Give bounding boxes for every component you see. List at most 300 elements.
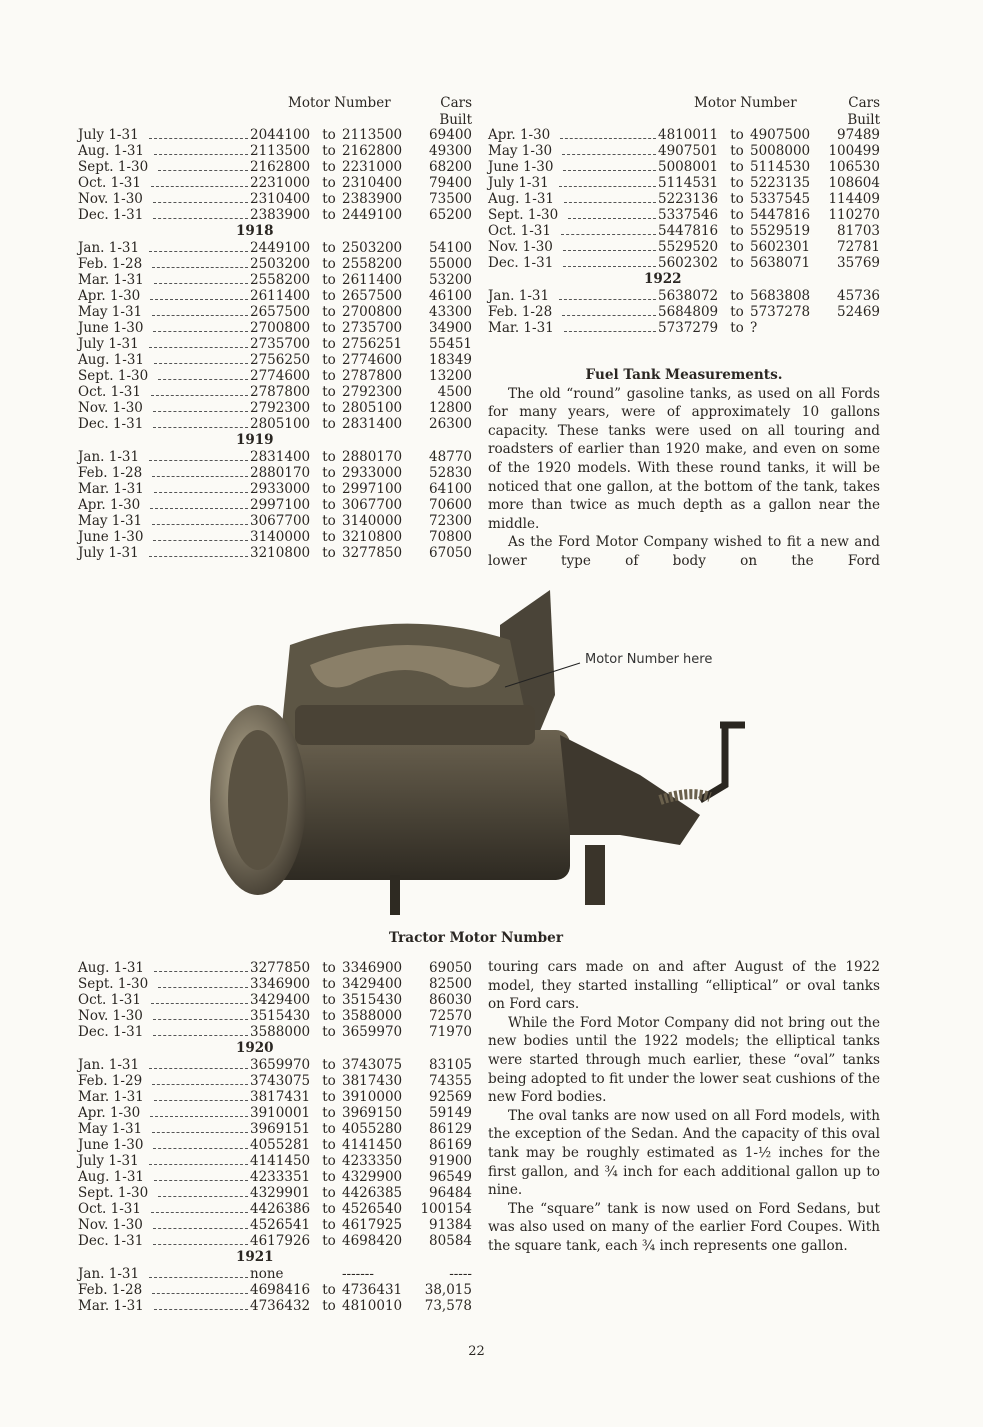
dot-leader xyxy=(149,545,248,557)
cars-built: 79400 xyxy=(429,175,472,191)
to-word: to xyxy=(322,191,336,207)
cars-built: 64100 xyxy=(429,481,472,497)
month-range: Oct. 1-31 xyxy=(78,175,141,191)
motor-number-to: 3429400 xyxy=(342,976,403,992)
to-word: to xyxy=(322,513,336,529)
dot-leader xyxy=(149,1153,248,1165)
motor-number-from: 2792300 xyxy=(250,400,311,416)
motor-number-to: 5529519 xyxy=(750,223,811,239)
motor-number-to: 5223135 xyxy=(750,175,811,191)
cars-built: ----- xyxy=(449,1266,472,1282)
cars-built: 80584 xyxy=(429,1233,472,1249)
year-heading: 1921 xyxy=(236,1249,274,1265)
motor-number-from: 4698416 xyxy=(250,1282,311,1298)
motor-number-to: 3067700 xyxy=(342,497,403,513)
motor-number-to: 2231000 xyxy=(342,159,403,175)
cars-built: 70600 xyxy=(429,497,472,513)
month-range: Feb. 1-28 xyxy=(78,256,143,272)
to-word: to xyxy=(322,368,336,384)
cars-built: 74355 xyxy=(429,1073,472,1089)
table-row xyxy=(78,384,472,400)
month-range: Dec. 1-31 xyxy=(78,207,144,223)
motor-number-to: 2792300 xyxy=(342,384,403,400)
to-word: to xyxy=(322,449,336,465)
motor-number-from: 3429400 xyxy=(250,992,311,1008)
cars-built: 52830 xyxy=(429,465,472,481)
motor-number-to: 2831400 xyxy=(342,416,403,432)
page-number: 22 xyxy=(468,1344,485,1359)
table-row xyxy=(78,1024,472,1040)
table-row xyxy=(488,207,880,223)
table-row xyxy=(78,1217,472,1233)
dot-leader xyxy=(154,481,248,493)
table-row xyxy=(78,976,472,992)
motor-number-from: 4233351 xyxy=(250,1169,311,1185)
month-range: July 1-31 xyxy=(78,127,139,143)
motor-number-to: 5683808 xyxy=(750,288,811,304)
cars-built: 4500 xyxy=(437,384,472,400)
motor-number-from: 2310400 xyxy=(250,191,311,207)
motor-number-to: 4329900 xyxy=(342,1169,403,1185)
month-range: May 1-31 xyxy=(78,1121,143,1137)
table-row xyxy=(78,1282,472,1298)
cars-built-header: Cars Built xyxy=(847,95,880,128)
fuel-tank-section-continued xyxy=(488,958,880,1256)
motor-number-to: 5638071 xyxy=(750,255,811,271)
dot-leader xyxy=(152,465,248,477)
to-word: to xyxy=(730,159,744,175)
dot-leader xyxy=(158,1185,248,1197)
motor-number-from: 5447816 xyxy=(658,223,719,239)
cars-built: 82500 xyxy=(429,976,472,992)
cars-built: 55000 xyxy=(429,256,472,272)
to-word: to xyxy=(322,288,336,304)
table-row xyxy=(488,159,880,175)
cars-built: 52469 xyxy=(837,304,880,320)
motor-number-from: 3969151 xyxy=(250,1121,311,1137)
motor-number-to: 3277850 xyxy=(342,545,403,561)
dot-leader xyxy=(154,1298,248,1310)
to-word: to xyxy=(322,1121,336,1137)
to-word: to xyxy=(322,207,336,223)
to-word: to xyxy=(322,1024,336,1040)
motor-number-from: 5114531 xyxy=(658,175,719,191)
to-word: to xyxy=(322,960,336,976)
motor-number-to: 2310400 xyxy=(342,175,403,191)
motor-number-from: 2787800 xyxy=(250,384,311,400)
dot-leader xyxy=(158,368,248,380)
motor-number-from: 2449100 xyxy=(250,240,311,256)
month-range: Aug. 1-31 xyxy=(78,352,144,368)
motor-number-to: 3588000 xyxy=(342,1008,403,1024)
dot-leader xyxy=(150,288,248,300)
dot-leader xyxy=(151,1201,248,1213)
dot-leader xyxy=(153,207,248,219)
motor-number-to: 2383900 xyxy=(342,191,403,207)
month-range: Feb. 1-28 xyxy=(488,304,553,320)
month-range: Feb. 1-28 xyxy=(78,465,143,481)
motor-number-from: 3277850 xyxy=(250,960,311,976)
motor-number-to: 5008000 xyxy=(750,143,811,159)
motor-number-from: 3210800 xyxy=(250,545,311,561)
to-word: to xyxy=(730,304,744,320)
dot-leader xyxy=(152,1282,248,1294)
motor-number-to: 5737278 xyxy=(750,304,811,320)
dot-leader xyxy=(153,1137,248,1149)
motor-number-from: 2162800 xyxy=(250,159,311,175)
to-word: to xyxy=(730,127,744,143)
month-range: June 1-30 xyxy=(78,320,144,336)
dot-leader xyxy=(152,1121,248,1133)
motor-number-from: 5008001 xyxy=(658,159,719,175)
table-row xyxy=(78,256,472,272)
motor-number-to: 3743075 xyxy=(342,1057,403,1073)
cars-built: 13200 xyxy=(429,368,472,384)
to-word: to xyxy=(322,1105,336,1121)
month-range: Mar. 1-31 xyxy=(78,1089,144,1105)
dot-leader xyxy=(154,960,248,972)
motor-number-from: 4810011 xyxy=(658,127,719,143)
month-range: Nov. 1-30 xyxy=(78,400,143,416)
motor-number-to: 4233350 xyxy=(342,1153,403,1169)
to-word: to xyxy=(322,416,336,432)
to-word: to xyxy=(322,336,336,352)
to-word: to xyxy=(322,465,336,481)
motor-table-top-right xyxy=(488,95,880,336)
paragraph: touring cars made on and after August of the 1922 model, they started installing “elliptical” or oval tanks on Ford cars. xyxy=(488,959,880,1013)
cars-built: 38,015 xyxy=(424,1282,472,1298)
month-range: Dec. 1-31 xyxy=(488,255,554,271)
table-row xyxy=(488,304,880,320)
motor-number-to: 2997100 xyxy=(342,481,403,497)
month-range: July 1-31 xyxy=(78,336,139,352)
table-row xyxy=(78,449,472,465)
motor-number-from: 3346900 xyxy=(250,976,311,992)
month-range: June 1-30 xyxy=(488,159,554,175)
dot-leader xyxy=(149,1266,248,1278)
motor-number-to: 3817430 xyxy=(342,1073,403,1089)
month-range: Feb. 1-28 xyxy=(78,1282,143,1298)
cars-built: 69400 xyxy=(429,127,472,143)
table-row xyxy=(488,288,880,304)
to-word: to xyxy=(322,976,336,992)
cars-built: 91900 xyxy=(429,1153,472,1169)
month-range: Dec. 1-31 xyxy=(78,1024,144,1040)
table-row xyxy=(78,1057,472,1073)
motor-number-to: 2657500 xyxy=(342,288,403,304)
to-word: to xyxy=(322,1169,336,1185)
cars-built: 26300 xyxy=(429,416,472,432)
table-row xyxy=(488,320,880,336)
cars-built: 71970 xyxy=(429,1024,472,1040)
motor-number-to: ------- xyxy=(342,1266,374,1282)
motor-number-to: 2933000 xyxy=(342,465,403,481)
motor-number-from: 4736432 xyxy=(250,1298,311,1314)
table-row xyxy=(78,1089,472,1105)
dot-leader xyxy=(562,304,656,316)
cars-built: 86169 xyxy=(429,1137,472,1153)
motor-number-to: 4426385 xyxy=(342,1185,403,1201)
month-range: Aug. 1-31 xyxy=(78,143,144,159)
month-range: Sept. 1-30 xyxy=(78,976,149,992)
year-heading: 1918 xyxy=(236,223,274,239)
cars-built: 43300 xyxy=(429,304,472,320)
year-heading: 1919 xyxy=(236,432,274,448)
table-row xyxy=(78,1105,472,1121)
to-word: to xyxy=(322,240,336,256)
table-header xyxy=(488,95,880,127)
cars-built: 55451 xyxy=(429,336,472,352)
cars-built: 96549 xyxy=(429,1169,472,1185)
motor-number-from: 3140000 xyxy=(250,529,311,545)
table-row xyxy=(78,1169,472,1185)
month-range: Jan. 1-31 xyxy=(78,449,140,465)
month-range: Jan. 1-31 xyxy=(78,1057,140,1073)
table-row xyxy=(78,497,472,513)
cars-built: 69050 xyxy=(429,960,472,976)
dot-leader xyxy=(154,1089,248,1101)
to-word: to xyxy=(322,1137,336,1153)
motor-number-to: 5447816 xyxy=(750,207,811,223)
motor-number-from: 4329901 xyxy=(250,1185,311,1201)
fuel-tank-section xyxy=(488,366,880,571)
motor-number-to: 2805100 xyxy=(342,400,403,416)
table-row xyxy=(488,223,880,239)
to-word: to xyxy=(322,352,336,368)
table-row xyxy=(78,1137,472,1153)
motor-number-from: 4526541 xyxy=(250,1217,311,1233)
dot-leader xyxy=(149,449,248,461)
table-row xyxy=(488,191,880,207)
motor-number-from: 2774600 xyxy=(250,368,311,384)
cars-built: 12800 xyxy=(429,400,472,416)
cars-built: 92569 xyxy=(429,1089,472,1105)
motor-number-from: 3515430 xyxy=(250,1008,311,1024)
motor-number-from: 2044100 xyxy=(250,127,311,143)
cars-built: 83105 xyxy=(429,1057,472,1073)
dot-leader xyxy=(150,1105,248,1117)
motor-number-from: 4141450 xyxy=(250,1153,311,1169)
month-range: Sept. 1-30 xyxy=(78,1185,149,1201)
dot-leader xyxy=(563,239,656,251)
motor-number-from: 2503200 xyxy=(250,256,311,272)
cars-built: 53200 xyxy=(429,272,472,288)
motor-number-from: 4617926 xyxy=(250,1233,311,1249)
photo-caption: Tractor Motor Number xyxy=(389,930,563,946)
table-row xyxy=(78,143,472,159)
dot-leader xyxy=(153,400,248,412)
table-row xyxy=(78,416,472,432)
month-range: Dec. 1-31 xyxy=(78,1233,144,1249)
to-word: to xyxy=(730,207,744,223)
month-range: July 1-31 xyxy=(78,545,139,561)
cars-built: 72570 xyxy=(429,1008,472,1024)
month-range: Oct. 1-31 xyxy=(78,384,141,400)
to-word: to xyxy=(322,143,336,159)
dot-leader xyxy=(561,223,656,235)
motor-number-to: 5602301 xyxy=(750,239,811,255)
month-range: Jan. 1-31 xyxy=(78,240,140,256)
motor-number-from: 2805100 xyxy=(250,416,311,432)
motor-number-to: 3659970 xyxy=(342,1024,403,1040)
cars-built: 48770 xyxy=(429,449,472,465)
motor-number-from: none xyxy=(250,1266,284,1282)
motor-number-to: 3346900 xyxy=(342,960,403,976)
motor-number-from: 4907501 xyxy=(658,143,719,159)
month-range: Nov. 1-30 xyxy=(78,191,143,207)
cars-built: 73500 xyxy=(429,191,472,207)
dot-leader xyxy=(153,529,248,541)
to-word: to xyxy=(322,1057,336,1073)
table-row xyxy=(488,239,880,255)
to-word: to xyxy=(322,1298,336,1314)
dot-leader xyxy=(564,320,656,332)
dot-leader xyxy=(564,191,656,203)
to-word: to xyxy=(322,1217,336,1233)
section-title: Fuel Tank Measurements. xyxy=(585,367,783,383)
cars-built: 97489 xyxy=(837,127,880,143)
dot-leader xyxy=(149,240,248,252)
table-row xyxy=(78,465,472,481)
to-word: to xyxy=(322,545,336,561)
to-word: to xyxy=(322,256,336,272)
cars-built: 72300 xyxy=(429,513,472,529)
motor-table-top-left xyxy=(78,95,472,561)
cars-built: 91384 xyxy=(429,1217,472,1233)
to-word: to xyxy=(322,529,336,545)
motor-number-from: 3659970 xyxy=(250,1057,311,1073)
month-range: July 1-31 xyxy=(78,1153,139,1169)
to-word: to xyxy=(322,1153,336,1169)
motor-number-from: 3910001 xyxy=(250,1105,311,1121)
to-word: to xyxy=(730,320,744,336)
month-range: Apr. 1-30 xyxy=(78,288,141,304)
month-range: Mar. 1-31 xyxy=(488,320,554,336)
dot-leader xyxy=(154,1169,248,1181)
cars-built: 34900 xyxy=(429,320,472,336)
motor-number-to: 2787800 xyxy=(342,368,403,384)
to-word: to xyxy=(730,288,744,304)
month-range: Mar. 1-31 xyxy=(78,481,144,497)
table-row xyxy=(78,545,472,561)
motor-number-to: 4736431 xyxy=(342,1282,403,1298)
cars-built: 70800 xyxy=(429,529,472,545)
cars-built: 73,578 xyxy=(424,1298,472,1314)
cars-built xyxy=(822,320,880,336)
month-range: May 1-31 xyxy=(78,513,143,529)
table-row xyxy=(78,513,472,529)
to-word: to xyxy=(730,239,744,255)
dot-leader xyxy=(559,175,656,187)
motor-number-to: 3969150 xyxy=(342,1105,403,1121)
month-range: Aug. 1-31 xyxy=(78,960,144,976)
motor-number-to: 4617925 xyxy=(342,1217,403,1233)
motor-number-from: 5223136 xyxy=(658,191,719,207)
motor-number-label: Motor Number here xyxy=(585,652,713,667)
month-range: Oct. 1-31 xyxy=(78,1201,141,1217)
motor-number-header: Motor Number xyxy=(694,95,797,111)
motor-number-from: 2657500 xyxy=(250,304,311,320)
to-word: to xyxy=(322,127,336,143)
table-row xyxy=(78,288,472,304)
table-row xyxy=(78,960,472,976)
motor-number-to: 2449100 xyxy=(342,207,403,223)
motor-number-to: 4698420 xyxy=(342,1233,403,1249)
motor-number-to: 2503200 xyxy=(342,240,403,256)
dot-leader xyxy=(568,207,656,219)
cars-built: 46100 xyxy=(429,288,472,304)
table-row xyxy=(78,320,472,336)
dot-leader xyxy=(560,127,656,139)
motor-number-to: 2162800 xyxy=(342,143,403,159)
cars-built: 59149 xyxy=(429,1105,472,1121)
table-row xyxy=(78,1073,472,1089)
year-heading: 1922 xyxy=(644,271,682,287)
cars-built: 81703 xyxy=(837,223,880,239)
dot-leader xyxy=(562,143,656,155)
cars-built: 106530 xyxy=(828,159,880,175)
month-range: Apr. 1-30 xyxy=(78,1105,141,1121)
table-row xyxy=(78,1153,472,1169)
dot-leader xyxy=(151,384,248,396)
motor-table-bottom-left xyxy=(78,960,472,1314)
paragraph: As the Ford Motor Company wished to fit a new and lower type of body on the Ford xyxy=(488,534,880,569)
motor-number-from: 2113500 xyxy=(250,143,311,159)
dot-leader xyxy=(154,272,248,284)
motor-number-from: 4426386 xyxy=(250,1201,311,1217)
paragraph: The “square” tank is now used on Ford Sedans, but was also used on many of the earlier Ford Coupes. With the square tank, each ¾ inch represents one gallon. xyxy=(488,1200,880,1254)
motor-number-to: 2700800 xyxy=(342,304,403,320)
month-range: Mar. 1-31 xyxy=(78,272,144,288)
month-range: Sept. 1-30 xyxy=(78,368,149,384)
cars-built-header: Cars Built xyxy=(439,95,472,128)
table-row xyxy=(78,336,472,352)
table-row xyxy=(78,1121,472,1137)
table-row xyxy=(78,1008,472,1024)
motor-number-to: 2735700 xyxy=(342,320,403,336)
motor-number-from: 2611400 xyxy=(250,288,311,304)
cars-built: 35769 xyxy=(837,255,880,271)
dot-leader xyxy=(153,1233,248,1245)
motor-number-to: 5114530 xyxy=(750,159,811,175)
table-row xyxy=(488,175,880,191)
table-row xyxy=(78,207,472,223)
cars-built: 100499 xyxy=(828,143,880,159)
dot-leader xyxy=(153,320,248,332)
motor-number-to: 2774600 xyxy=(342,352,403,368)
motor-number-to: 2611400 xyxy=(342,272,403,288)
motor-number-from: 5529520 xyxy=(658,239,719,255)
cars-built: 100154 xyxy=(420,1201,472,1217)
month-range: Jan. 1-31 xyxy=(488,288,550,304)
motor-number-to: 4526540 xyxy=(342,1201,403,1217)
to-word: to xyxy=(322,992,336,1008)
cars-built: 86129 xyxy=(429,1121,472,1137)
motor-number-to: 2558200 xyxy=(342,256,403,272)
dot-leader xyxy=(149,127,248,139)
motor-number-from: 2700800 xyxy=(250,320,311,336)
motor-number-from: 2756250 xyxy=(250,352,311,368)
motor-number-from: 2735700 xyxy=(250,336,311,352)
motor-number-from: 4055281 xyxy=(250,1137,311,1153)
to-word: to xyxy=(322,400,336,416)
table-row xyxy=(78,159,472,175)
paragraph: The oval tanks are now used on all Ford models, with the exception of the Sedan. And the capacity of this oval tank may be roughly estimated as 1-½ inches for the first gallon, and ¾ inch for each additional gallon up to nine. xyxy=(488,1107,880,1199)
to-word: to xyxy=(730,191,744,207)
motor-number-to: 2756251 xyxy=(342,336,403,352)
table-row xyxy=(78,191,472,207)
month-range: May 1-30 xyxy=(488,143,553,159)
